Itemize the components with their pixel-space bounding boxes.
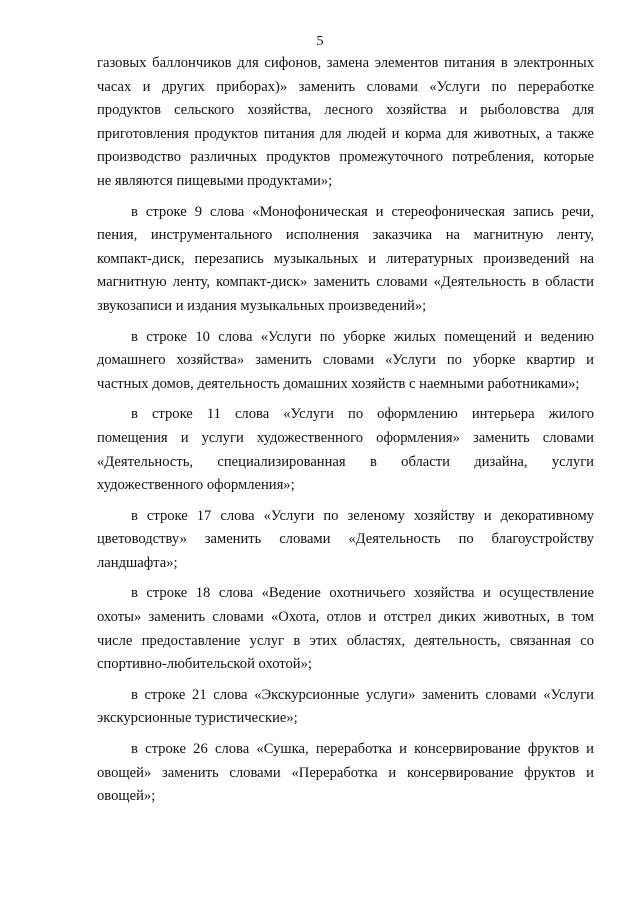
paragraph [97,52,594,194]
text-line: часах и других приборах)» заменить словами «Услуги по переработке [97,78,594,95]
text-line: художественного оформления»; [97,477,295,494]
text-line: не являются пищевыми продуктами»; [97,172,333,189]
text-line: газовых баллончиков для сифонов, замена элементов питания в электронных [97,55,594,71]
text-line: экскурсионные туристические»; [97,710,298,727]
text-line: пения, инструментального исполнения заказчика на магнитную ленту, [97,227,594,244]
text-line: приготовления продуктов питания для людей и корма для животных, а также [97,125,594,142]
text-line: цветоводству» заменить словами «Деятельность по благоустройству [97,531,594,548]
text-line: овощей»; [97,788,156,805]
text-line: овощей» заменить словами «Переработка и консервирование фруктов и [97,764,594,781]
text-line: ландшафта»; [97,554,178,571]
text-line: охоты» заменить словами «Охота, отлов и отстрел диких животных, в том [97,609,594,626]
text-line: продуктов сельского хозяйства, лесного хозяйства и рыболовства для [97,102,594,119]
paragraph [97,326,594,397]
paragraph [97,684,594,731]
page-number: 5 [316,34,324,49]
text-line: в строке 9 слова «Монофоническая и стереофоническая запись речи, [131,203,594,220]
paragraph [97,201,594,319]
paragraph [97,505,594,576]
text-line: в строке 21 слова «Экскурсионные услуги» заменить словами «Услуги [131,686,594,703]
text-line: домашнего хозяйства» заменить словами «Услуги по уборке квартир и [97,352,594,369]
text-line: «Деятельность, специализированная в области дизайна, услуги [97,453,594,470]
text-line: в строке 17 слова «Услуги по зеленому хозяйству и декоративному [131,507,594,524]
text-line: помещения и услуги художественного оформления» заменить словами [97,429,594,446]
text-line: производство различных продуктов промежуточного потребления, которые [97,149,594,166]
text-line: частных домов, деятельность домашних хозяйств с наемными работниками»; [97,375,580,392]
text-line: в строке 11 слова «Услуги по оформлению интерьера жилого [131,406,594,423]
text-line: спортивно-любительской охотой»; [97,656,312,673]
text-line: звукозаписи и издания музыкальных произведений»; [97,297,427,314]
text-line: числе предоставление услуг в этих областях, деятельность, связанная со [97,632,594,649]
paragraph [97,582,594,676]
text-line: компакт-диск, перезапись музыкальных и литературных произведений на [97,250,594,267]
paragraph [97,403,594,497]
text-line: в строке 26 слова «Сушка, переработка и консервирование фруктов и [131,741,594,758]
document-body [97,52,594,816]
text-line: в строке 18 слова «Ведение охотничьего хозяйства и осуществление [131,585,594,602]
text-line: в строке 10 слова «Услуги по уборке жилых помещений и ведению [131,328,594,345]
text-line: магнитную ленту, компакт-диск» заменить словами «Деятельность в области [97,274,594,291]
paragraph [97,738,594,809]
